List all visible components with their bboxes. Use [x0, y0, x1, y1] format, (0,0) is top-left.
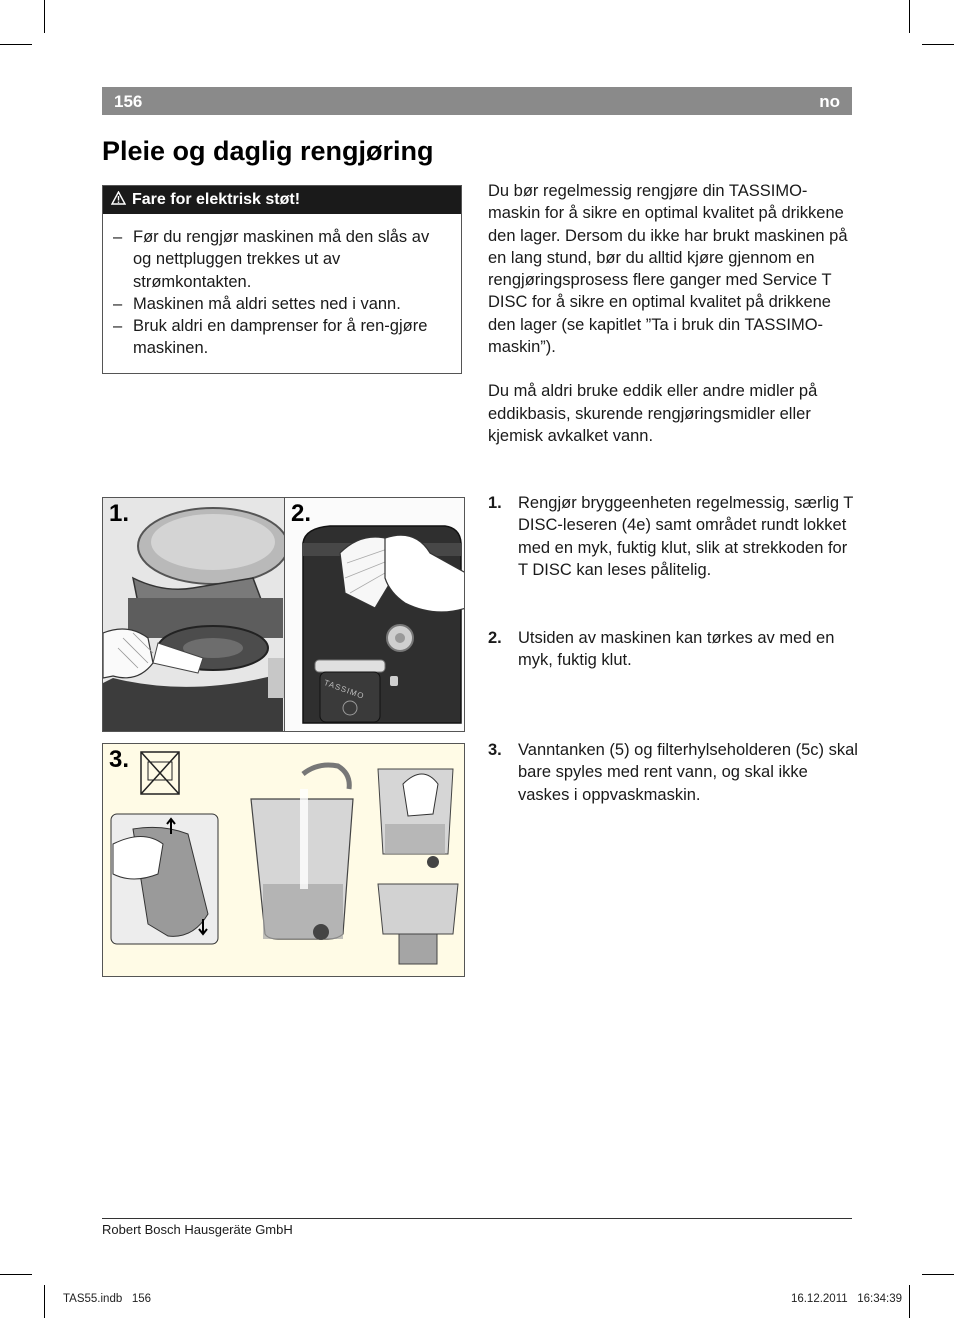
- intro-column: [488, 180, 858, 447]
- crop-mark: [0, 1274, 32, 1275]
- figure-2-machine-exterior: [284, 497, 465, 732]
- figure-label: 2.: [291, 500, 312, 527]
- print-slug-file: TAS55.indb 156: [63, 1293, 152, 1305]
- crop-mark: [909, 1285, 910, 1318]
- list-item-text: Maskinen må aldri settes ned i vann.: [133, 294, 401, 313]
- list-item-text: Før du rengjør maskinen må den slås av og nettpluggen trekkes ut av strømkontakten.: [133, 228, 430, 291]
- crop-mark: [922, 44, 954, 45]
- footer-company: Robert Bosch Hausgeräte GmbH: [102, 1222, 293, 1237]
- crop-mark: [922, 1274, 954, 1275]
- figure-label: 1.: [109, 500, 130, 527]
- warning-triangle-icon: [111, 191, 126, 210]
- water-tank-illustration: [103, 744, 465, 977]
- step-2: [488, 627, 858, 672]
- list-item: [113, 293, 451, 315]
- page-header: [102, 87, 852, 115]
- print-slug-timestamp: 16.12.2011 16:34:39: [790, 1293, 902, 1305]
- figure-3-water-tank: [102, 743, 465, 977]
- brewing-unit-illustration: [103, 498, 285, 732]
- machine-brand-label: TASSIMO: [322, 678, 366, 701]
- crop-mark: [44, 1285, 45, 1318]
- machine-exterior-illustration: [285, 498, 465, 732]
- footer-divider: [102, 1218, 852, 1219]
- warning-heading-text: Fare for elektrisk støt!: [132, 191, 301, 208]
- figure-label: 3.: [109, 746, 130, 773]
- step-text: Rengjør bryggeenheten regelmessig, særlig T DISC-leseren (4e) samt området rundt lokket med en myk, fuktig klut, slik at strekkoden for T DISC kan leses pålitelig.: [518, 494, 854, 579]
- warning-heading: [103, 186, 461, 214]
- warning-list: [103, 214, 461, 360]
- list-dash: –: [113, 294, 123, 313]
- crop-mark: [909, 0, 910, 33]
- list-item: [113, 226, 451, 293]
- step-3: [488, 739, 858, 806]
- page-title: Pleie og daglig rengjøring: [102, 136, 434, 166]
- crop-mark: [0, 44, 32, 45]
- vinegar-paragraph: Du må aldri bruke eddik eller andre midler på eddikbasis, skurende rengjøringsmidler eller kjemisk avkalket vann.: [488, 382, 818, 445]
- list-dash: –: [113, 317, 123, 336]
- step-1: [488, 492, 858, 581]
- step-text: Vanntanken (5) og filterhylseholderen (5c) skal bare spyles med rent vann, og skal ikke vaskes i oppvaskmaskin.: [518, 741, 858, 804]
- page-number: 156: [114, 92, 143, 111]
- language-code: no: [819, 92, 840, 111]
- step-text: Utsiden av maskinen kan tørkes av med en myk, fuktig klut.: [518, 629, 835, 670]
- list-item-text: Bruk aldri en damprenser for å ren-gjøre maskinen.: [133, 317, 428, 358]
- warning-box: [102, 185, 462, 374]
- step-number: 2.: [488, 629, 502, 647]
- step-number: 3.: [488, 741, 502, 759]
- figure-1-brewing-unit: [102, 497, 285, 732]
- list-dash: –: [113, 228, 123, 246]
- list-item: [113, 315, 451, 360]
- intro-paragraph: Du bør regelmessig rengjøre din TASSIMO-maskin for å sikre en optimal kvalitet på drikkene den lager. Dersom du ikke har brukt maskinen på en lang stund, bør du alltid kjøre gjennom en rengjøringsprosess flere ganger med Service T DISC for å sikre en optimal kvalitet på drikkene den lager (se kapitlet ”Ta i bruk din TASSIMO-maskin”).: [488, 182, 848, 357]
- crop-mark: [44, 0, 45, 33]
- step-number: 1.: [488, 494, 502, 512]
